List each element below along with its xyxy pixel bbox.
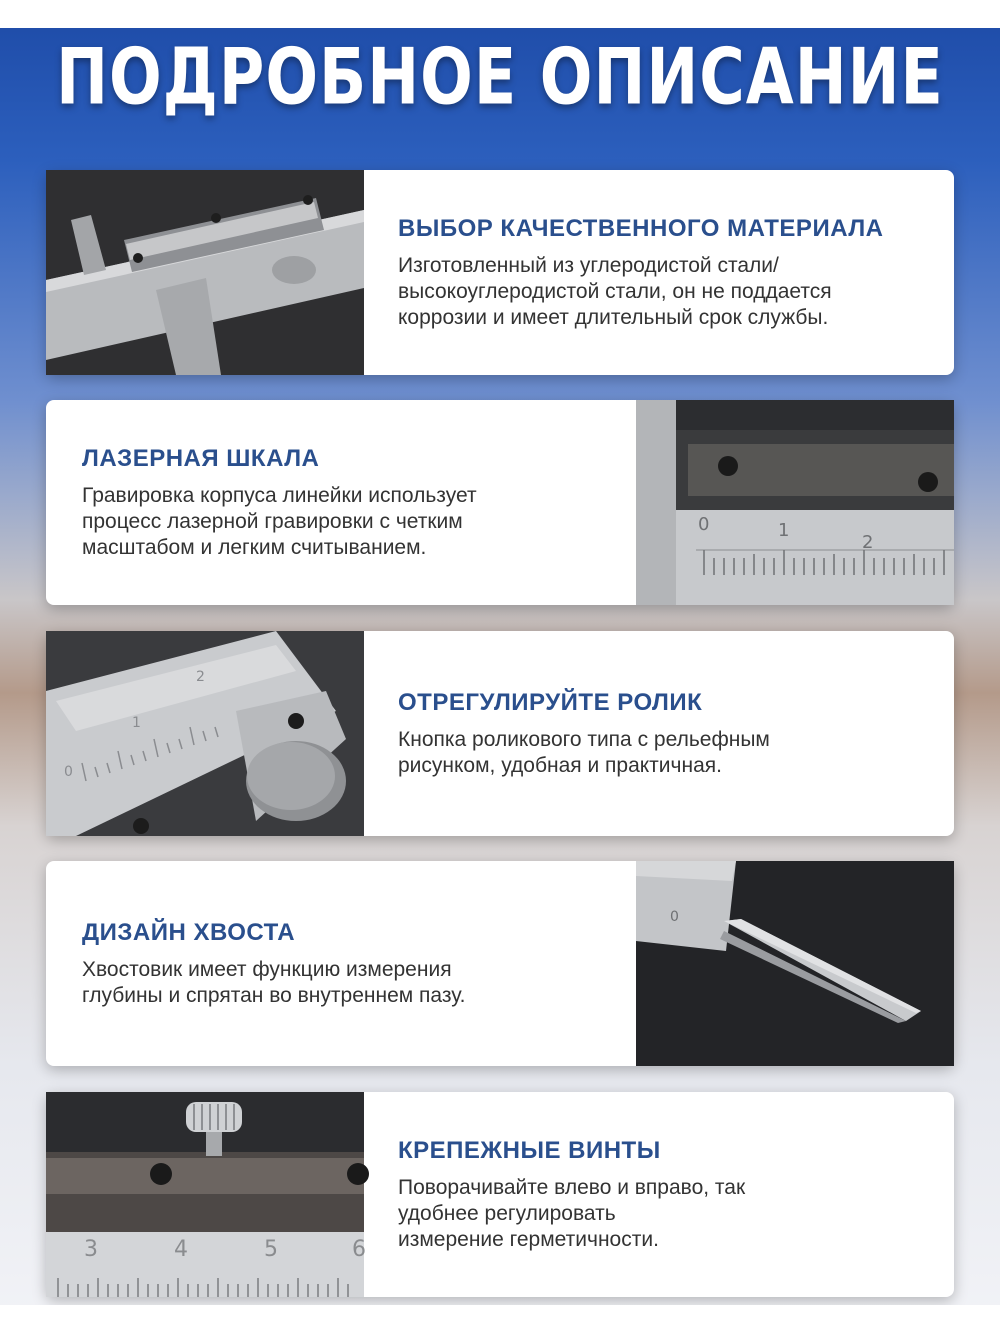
scale-number: 1: [132, 715, 141, 731]
caliper-body-photo: [46, 170, 364, 375]
feature-card-screws: [46, 1092, 954, 1297]
laser-scale-photo: [636, 400, 954, 605]
top-margin: [0, 0, 1000, 28]
feature-card-laser-scale: [46, 400, 954, 605]
scale-number: 2: [196, 669, 205, 685]
feature-text-screws: [398, 1092, 938, 1297]
scale-number: 0: [670, 909, 679, 925]
scale-number: 1: [778, 520, 790, 541]
scale-number: 2: [862, 532, 874, 553]
fixing-screw-photo: [46, 1092, 364, 1297]
scale-number: 5: [264, 1237, 278, 1262]
feature-text-roller: [398, 631, 938, 836]
feature-description: Гравировка корпуса линейки использует процесс лазерной гравировки с четким масштабом и легким считыванием.: [82, 483, 477, 559]
scale-number: 0: [698, 514, 710, 535]
scale-number: 4: [174, 1237, 188, 1262]
scale-number: 3: [84, 1237, 98, 1262]
feature-heading: ЛАЗЕРНАЯ ШКАЛА: [82, 444, 320, 472]
feature-description: Изготовленный из углеродистой стали/ высокоуглеродистой стали, он не поддается коррозии и имеет длительный срок службы.: [398, 253, 832, 329]
feature-card-tail: [46, 861, 954, 1066]
feature-text-laser-scale: [82, 400, 622, 605]
feature-text-material: [398, 170, 938, 375]
feature-heading: ДИЗАЙН ХВОСТА: [82, 918, 296, 946]
bottom-margin: [0, 1305, 1000, 1333]
feature-description: Хвостовик имеет функцию измерения глубины и спрятан во внутреннем пазу.: [82, 957, 466, 1007]
feature-heading: КРЕПЕЖНЫЕ ВИНТЫ: [398, 1136, 661, 1164]
feature-heading: ОТРЕГУЛИРУЙТЕ РОЛИК: [398, 688, 703, 716]
scale-number: 0: [64, 764, 73, 780]
feature-description: Кнопка роликового типа с рельефным рисунком, удобная и практичная.: [398, 727, 770, 777]
feature-card-material: [46, 170, 954, 375]
page-title: ПОДРОБНОЕ ОПИСАНИЕ: [56, 30, 944, 123]
roller-photo: [46, 631, 364, 836]
feature-text-tail: [82, 861, 622, 1066]
feature-description: Поворачивайте влево и вправо, так удобнее регулировать измерение герметичности.: [398, 1175, 746, 1251]
feature-heading: ВЫБОР КАЧЕСТВЕННОГО МАТЕРИАЛА: [398, 214, 884, 242]
depth-tail-photo: [636, 861, 954, 1066]
scale-number: 6: [352, 1237, 366, 1262]
feature-card-roller: [46, 631, 954, 836]
